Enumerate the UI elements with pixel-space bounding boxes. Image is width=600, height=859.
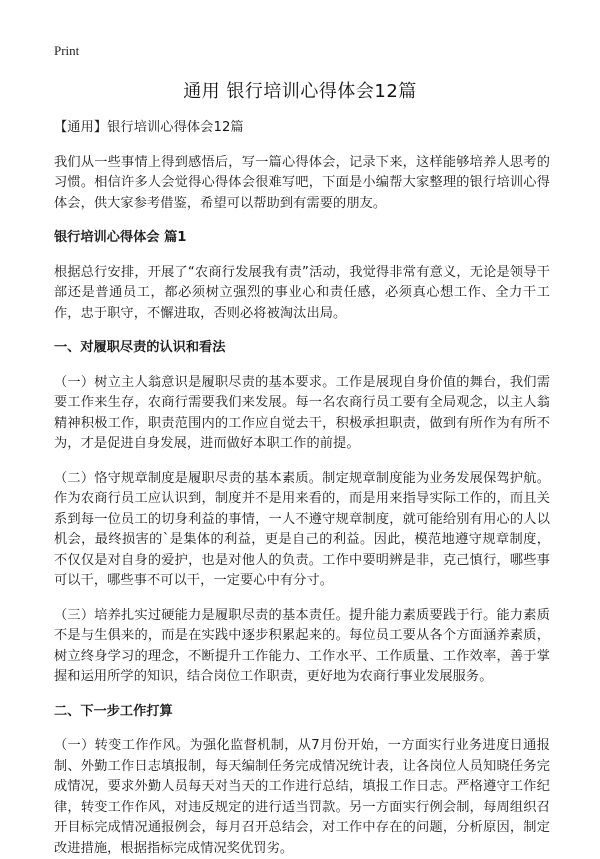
paragraph-4: （一）转变工作作风。为强化监督机制，从7月份开始，一方面实行业务进度日通报制、外勤工作日志填报制，每天编制任务完成情况统计表，让各岗位人员知晓任务完成情况，要求外勤人员每天对当天的工作进行总结，填报工作日志。严格遵守工作纪律，转变工作作风，对违反规定的进行适当罚款。另一方面实行例会制，每周组织召开目标完成情况通报例会，每月召开总结会，对工作中存在的问题，分析原因，制定改进措施，根据指标完成情况奖优罚劣。	[54, 738, 550, 856]
heading-2: 二、下一步工作打算	[54, 703, 173, 719]
intro-paragraph: 我们从一些事情上得到感悟后，写一篇心得体会，记录下来，这样能够培养人思考的习惯。相信许多人会觉得心得体会很难写吧，下面是小编帮大家整理的银行培训心得体会，供大家参考借鉴，希望可以帮助到有需要的朋友。	[54, 154, 550, 211]
document-body	[54, 118, 550, 859]
document-title: 通用 银行培训心得体会12篇	[183, 81, 417, 102]
paragraph-1: （一）树立主人翁意识是履职尽责的基本要求。工作是展现自身价值的舞台，我们需要工作来生存，农商行需要我们来发展。每一名农商行员工要有全局观念，以主人翁精神积极工作，职责范围内的工作应自觉去干，积极承担职责，做到有所作为有所不为，才是促进自身发展，进而做好本职工作的前提。	[54, 374, 550, 451]
document-subtitle: 【通用】银行培训心得体会12篇	[54, 120, 244, 135]
section-intro-paragraph: 根据总行安排，开展了“农商行发展我有责”活动，我觉得非常有意义，无论是领导干部还是普通员工，都必须树立强烈的事业心和责任感，必须真心想工作、全力干工作，忠于职守，不懈进取，否则必将被淘汰出局。	[54, 264, 550, 321]
section-heading: 银行培训心得体会 篇1	[54, 230, 187, 245]
heading-1: 一、对履职尽责的认识和看法	[54, 340, 226, 355]
paragraph-2: （二）恪守规章制度是履职尽责的基本素质。制定规章制度能为业务发展保驾护航。作为农商行员工应认识到，制度并不是用来看的，而是用来指导实际工作的，而且关系到每一位员工的切身利益的事情，一人不遵守规章制度，就可能给别有用心的人以机会，最终损害的`是集体的利益，更是自己的利益。因此，模范地遵守规章制度，不仅仅是对自身的爱护，也是对他人的负责。工作中要明辨是非，克己慎行，哪些事可以干，哪些事不可以干，一定要心中有分寸。	[54, 470, 550, 588]
print-link[interactable]: Print	[54, 43, 80, 58]
paragraph-3: （三）培养扎实过硬能力是履职尽责的基本责任。提升能力素质要践于行。能力素质不是与生俱来的，而是在实践中逐步积累起来的。每位员工要从各个方面涵养素质，树立终身学习的理念，不断提升工作能力、工作水平、工作质量、工作效率，善于掌握和运用所学的知识，结合岗位工作职责，更好地为农商行事业发展服务。	[54, 607, 550, 684]
